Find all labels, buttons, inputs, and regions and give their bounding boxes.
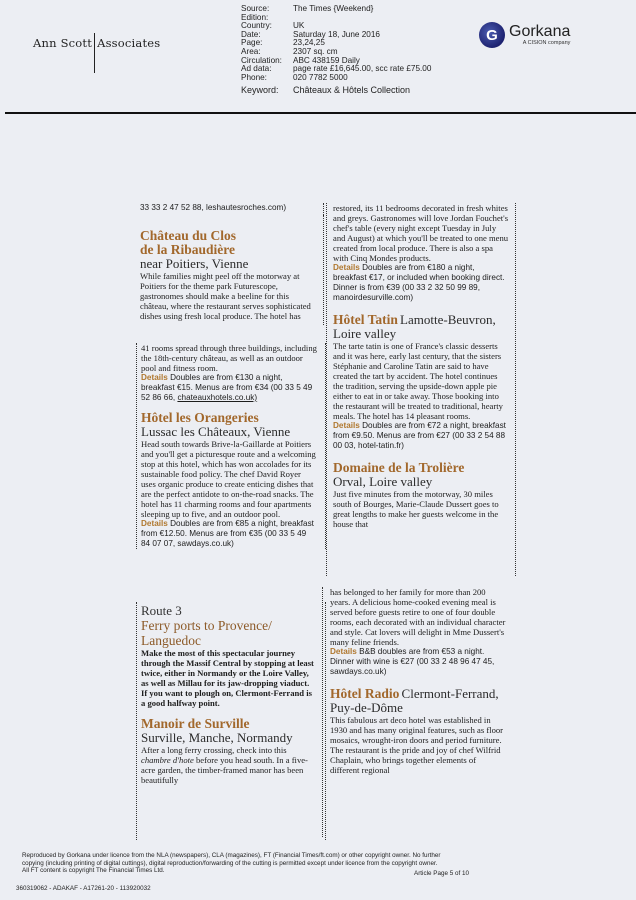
gorkana-g-icon: G (479, 22, 505, 48)
details-label: Details (333, 263, 360, 272)
logo-text-left: Ann Scott (33, 36, 93, 50)
meta-row-keyword (241, 85, 431, 95)
meta-value: UK (293, 21, 305, 31)
details-text: Doubles are from €72 a night, breakfast from €9.50. Menus are from €27 (00 33 2 54 88 00 03, hotel-tatin.fr) (333, 421, 506, 450)
copyright-footer (16, 852, 469, 892)
details-label: Details (141, 373, 168, 382)
meta-value: 23,24,25 (293, 38, 325, 48)
hotel-name: Domaine de la Trolière (333, 460, 465, 475)
cutting-reference-code: 360319062 - ADAKAF - A17261-20 - 113920032 (16, 885, 151, 892)
hotel-location: Clermont-Ferrand, Puy-de-Dôme (330, 686, 499, 715)
meta-key: Ad data: (241, 64, 272, 74)
route-label: Route 3 (141, 603, 182, 618)
meta-value: The Times {Weekend} (293, 4, 374, 13)
details-label: Details (141, 519, 168, 528)
route-body: Make the most of this spectacular journey through the Massif Central by stopping at least twice, either in Normandy or the Loire Valley, as well as Millau for its jaw-dropping viaduct. If you want to plough on, Clermont-Ferrand is a good halfway point. (141, 648, 314, 708)
meta-value: Saturday 18, June 2016 (293, 29, 380, 39)
details-label: Details (330, 647, 357, 656)
article-chateau-clos-top (140, 215, 324, 325)
meta-key: Keyword: (241, 85, 279, 96)
details-label: Details (333, 421, 360, 430)
gorkana-logo (479, 22, 570, 48)
meta-row (241, 5, 431, 14)
hotel-location: Lussac les Châteaux, Vienne (141, 424, 291, 439)
gorkana-tagline: A CISION company (522, 40, 571, 46)
copyright-notice: Reproduced by Gorkana under licence from the NLA (newspapers), CLA (magazines), FT (Financial Times/ft.com) or other copyright owner. No further copying (including printing of digital cuttings), digital reproduction/forwarding of the cutting is permitted except under licence from the copyright owner. All FT content is copyright The Financial Times Ltd. (22, 852, 441, 875)
hotel-location: near Poitiers, Vienne (140, 256, 249, 271)
route-3-box (136, 602, 326, 840)
continuation-text: 33 33 2 47 52 88, leshautesroches.com) (140, 203, 287, 212)
meta-key: Country: (241, 21, 272, 31)
body-text: After a long ferry crossing, check into this (141, 745, 287, 755)
meta-key: Source: (241, 4, 270, 13)
article-body: Just five minutes from the motorway, 30 miles south of Bourges, Marie-Claude Dussert goes to great lengths to make her guests welcome in the house that (333, 489, 499, 529)
hotel-location: Orval, Loire valley (333, 474, 433, 489)
article-body (141, 745, 317, 785)
ann-scott-associates-logo (33, 24, 160, 62)
article-chateau-clos-cont (136, 343, 326, 549)
meta-value: 020 7782 5000 (293, 72, 348, 82)
right-col-top (326, 203, 516, 576)
route-title: Ferry ports to Provence/ Languedoc (141, 618, 272, 648)
header-divider (5, 112, 636, 114)
right-col-bottom (322, 587, 512, 837)
hotel-location: Lamotte-Beuvron, Loire valley (333, 312, 496, 341)
body-text: before you head south. In a five-acre garden, the timber-framed manor has been beautifully (141, 755, 308, 785)
meta-row (241, 74, 431, 83)
article-page-number: Article Page 5 of 10 (414, 870, 469, 877)
meta-value: 2307 sq. cm (293, 46, 338, 56)
article-body: While families might peel off the motorway at Poitiers for the theme park Futurescope, gastronomes should make a beeline for this château, where the restaurant serves sophisticated dishes using fresh local produce. The hotel has (140, 271, 311, 321)
hotel-name: Hôtel Tatin (333, 312, 398, 327)
hotel-name: Hôtel les Orangeries (141, 410, 259, 425)
details-text: B&B doubles are from €53 a night. Dinner with wine is €27 (00 33 2 48 96 47 45, sawdays.co.uk) (330, 647, 495, 676)
article-body: This fabulous art deco hotel was established in 1930 and has many original features, such as floor mosaics, wrought-iron doors and period furniture. The restaurant is the pride and joy of chef Wilfrid Chaplain, who brings together elements of different regional (330, 715, 504, 775)
meta-key: Area: (241, 46, 261, 56)
article-body: The tarte tatin is one of France's classic desserts and it was here, early last century, that the sisters Stéphanie and Caroline Tatin are said to have created the tart by accident. The hotel continues the tradition, serving the upside-down apple pie either to eat in or take away. Those booking into the restaurant will be treated to traditional, hearty meals. The hotel has 14 pleasant rooms. (333, 341, 503, 421)
meta-value: page rate £16,645.00, scc rate £75.00 (293, 64, 432, 74)
hotel-name: Manoir de Surville (141, 716, 250, 731)
body-italic: chambre d'hote (141, 755, 194, 765)
article-body: 41 rooms spread through three buildings, including the 18th-century château, as well as an outdoor pool and fitness room. (141, 343, 317, 373)
logo-divider (94, 33, 95, 73)
logo-text-right: Associates (97, 36, 161, 50)
hotel-name-line2: de la Ribaudière (140, 242, 236, 257)
meta-row (241, 31, 431, 40)
meta-key: Page: (241, 38, 263, 48)
details-text: Doubles are from €180 a night, breakfast €17, or included when booking direct. Dinner is from €39 (00 33 2 32 50 99 89, manoirdesurville.com) (333, 263, 505, 302)
details-text: Doubles are from €130 a night, breakfast €15. Menus are from €34 (00 33 5 49 52 86 66, (141, 373, 313, 402)
hotel-location: Surville, Manche, Normandy (141, 730, 293, 745)
gorkana-name: Gorkana (509, 23, 571, 40)
left-col-top-continuation (140, 203, 324, 215)
hotel-name: Hôtel Radio (330, 686, 400, 701)
cutting-metadata (241, 5, 431, 95)
hotel-name: Château du Clos (140, 228, 237, 243)
meta-key: Phone: (241, 72, 267, 82)
meta-key: Date: (241, 29, 261, 39)
article-body: Head south towards Brive-la-Gaillarde at Poitiers and you'll get a picturesque route and a welcoming stop at this hotel, which has won accolades for its sustainable food policy. The chef David Royer uses organic produce to create enticing dishes that are the perfect antidote to on-the-road snacks. The hotel has 11 charming rooms and four apartments sleeping up to five, and an outdoor pool. (141, 439, 316, 519)
meta-value: ABC 438159 Daily (293, 55, 360, 65)
website-link[interactable]: chateauxhotels.co.uk) (177, 393, 258, 402)
article-body: restored, its 11 bedrooms decorated in fresh whites and greys. Gastronomes will love Jordan Fouchet's chef's table (every night except Tuesday in July and August) at which you'll be treated to one menu created from local produce. There is also a spa with Cinq Mondes products. (333, 203, 509, 263)
meta-value: Châteaux & Hôtels Collection (293, 85, 411, 96)
meta-key: Circulation: (241, 55, 282, 65)
article-body: has belonged to her family for more than 200 years. A delicious home-cooked evening meal is served before guests retire to one of four double rooms, each decorated with an individual character and style. Cat lovers will delight in Mme Dussert's many feline friends. (330, 587, 506, 647)
meta-key: Edition: (241, 12, 269, 22)
details-text: Doubles are from €85 a night, breakfast from €12.50. Menus are from €35 (00 33 5 49 84 07 07, sawdays.co.uk) (141, 519, 314, 548)
